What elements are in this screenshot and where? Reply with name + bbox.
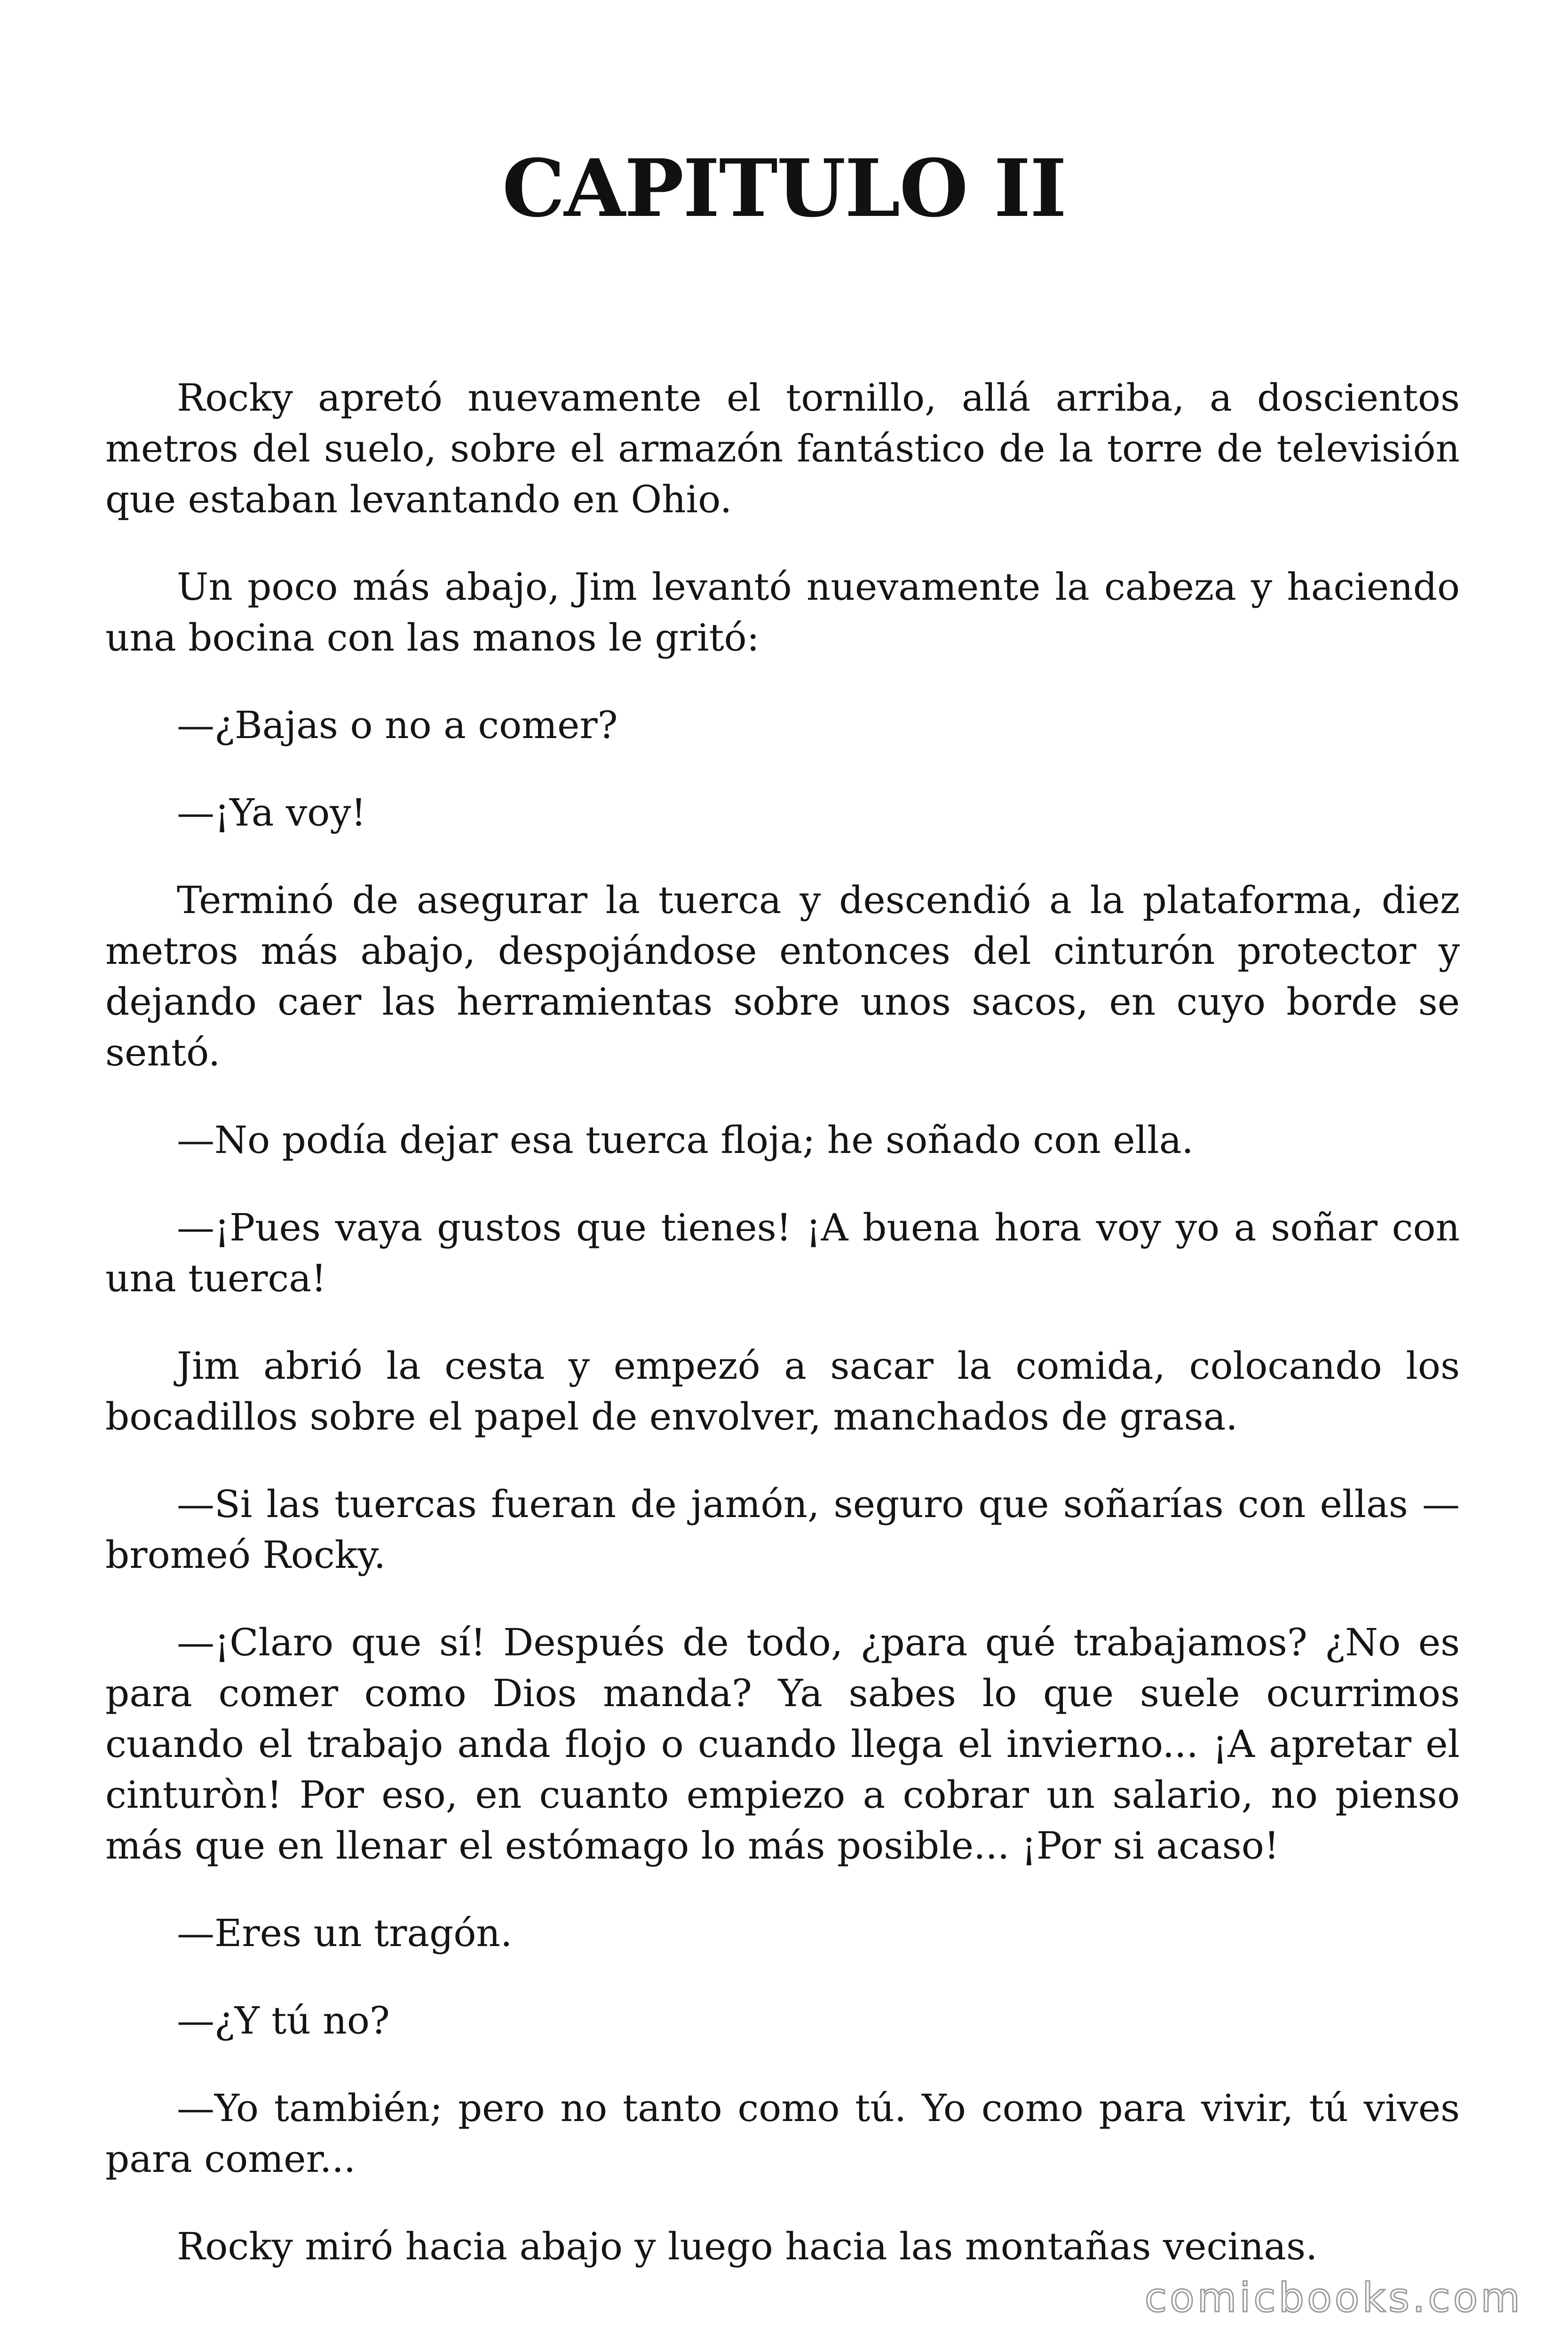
dialogue-line: —No podía dejar esa tuerca floja; he soñado con ella. (177, 1118, 1194, 1162)
paragraph: Terminó de asegurar la tuerca y descendió a la plataforma, diez metros más abajo, despojándose entonces del cinturón protector y dejando caer las herramientas sobre unos sacos, en cuyo borde se sentó. (105, 878, 1460, 1074)
dialogue-line: —¿Bajas o no a comer? (177, 703, 618, 747)
watermark-logo: comicbooks.com (1144, 2274, 1523, 2321)
dialogue-line: —¿Y tú no? (177, 1999, 390, 2042)
dialogue-line: —¡Ya voy! (177, 791, 366, 834)
chapter-title: CAPITULO II (502, 142, 1066, 235)
dialogue-line: —Si las tuercas fueran de jamón, seguro que soñarías con ellas —bromeó Rocky. (105, 1482, 1460, 1577)
chapter-text (105, 373, 1460, 2309)
paragraph: Rocky apretó nuevamente el tornillo, allá arriba, a doscientos metros del suelo, sobre el armazón fantástico de la torre de televisión que estaban levantando en Ohio. (105, 376, 1460, 521)
paragraph: Jim abrió la cesta y empezó a sacar la comida, colocando los bocadillos sobre el papel de envolver, manchados de grasa. (105, 1344, 1460, 1438)
paragraph: Rocky miró hacia abajo y luego hacia las montañas vecinas. (177, 2225, 1318, 2268)
paragraph: Un poco más abajo, Jim levantó nuevamente la cabeza y haciendo una bocina con las manos le gritó: (105, 565, 1460, 660)
dialogue-line: —Eres un tragón. (177, 1911, 513, 1955)
dialogue-line: —Yo también; pero no tanto como tú. Yo como para vivir, tú vives para comer... (105, 2086, 1460, 2181)
dialogue-line: —¡Claro que sí! Después de todo, ¿para qué trabajamos? ¿No es para comer como Dios manda? Ya sabes lo que suele ocurrimos cuando el trabajo anda flojo o cuando llega el invierno... ¡A apretar el cinturòn! Por eso, en cuanto empiezo a cobrar un salario, no pienso más que en llenar el estómago lo más posible... ¡Por si acaso! (105, 1621, 1460, 1867)
dialogue-line: —¡Pues vaya gustos que tienes! ¡A buena hora voy yo a soñar con una tuerca! (105, 1206, 1460, 1300)
